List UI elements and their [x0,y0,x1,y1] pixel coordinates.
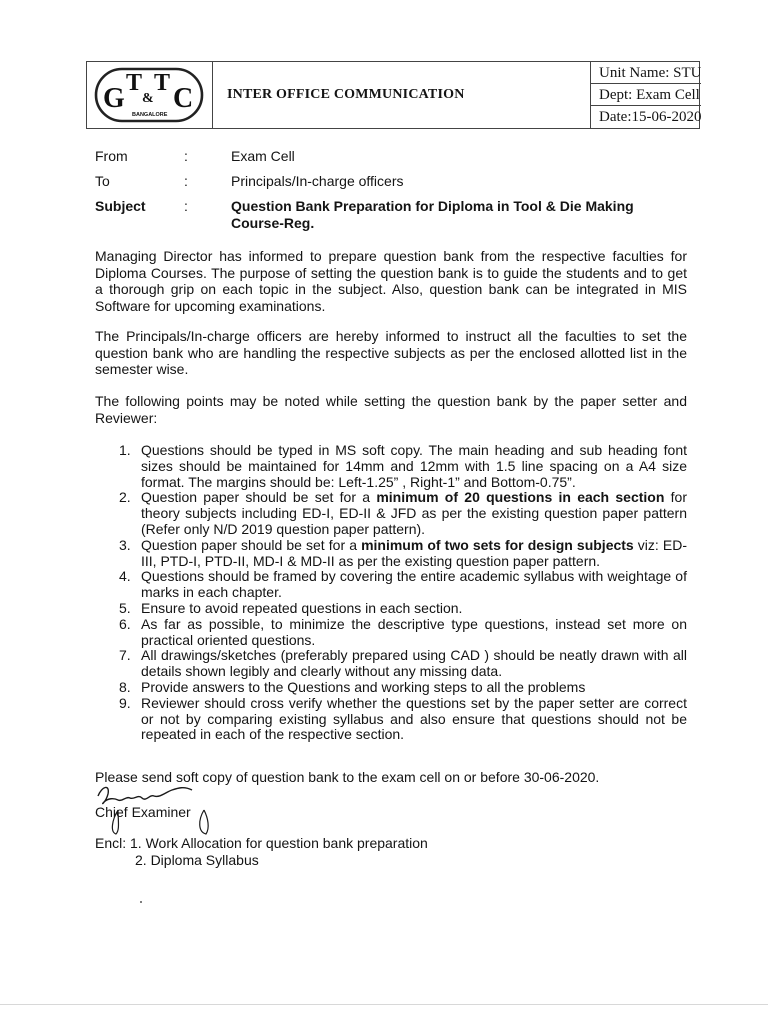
list-item: 9. Reviewer should cross verify whether the questions set by the paper setter are correct or not by comparing existing syllabus and also ensure that questions should not be repeated in each of the respective section. [119,694,687,743]
subject-value: Question Bank Preparation for Diploma in Tool & Die Making Course-Reg. [231,198,634,231]
list-item: 2. Question paper should be set for a minimum of 20 questions in each section for theory subjects including ED-I, ED-II & JFD as per the existing question paper pattern (Refer only N/D 2019 question paper pattern). [119,489,687,537]
logo-cell [87,62,213,128]
memo-header [86,61,700,129]
instruction-paragraph: The Principals/In-charge officers are hereby informed to instruct all the faculties to set the question bank who are handling the respective subjects as per the enclosed allotted list in the semester wise. [95,328,687,377]
logo-letter-t2: T [154,70,171,96]
points-list [119,443,687,743]
unit-name: Unit Name: STU [591,62,701,84]
memo-title: INTER OFFICE COMMUNICATION [227,87,465,102]
memo-date: Date:15-06-2020 [599,109,701,125]
to-colon: : [184,173,188,189]
list-item: 5. Ensure to avoid repeated questions in each section. [119,599,463,616]
signer-title: Chief Examiner [95,804,191,820]
points-intro-paragraph: The following points may be noted while setting the question bank by the paper setter and Reviewer: [95,393,687,426]
logo-letter-c: C [173,83,194,114]
list-item: 4. Questions should be framed by covering the entire academic syllabus with weightage of marks in each chapter. [119,568,687,601]
list-item: 3. Question paper should be set for a minimum of two sets for design subjects viz: ED-III, PTD-I, PTD-II, MD-I & MD-II as per the existing question paper pattern. [119,536,687,569]
logo-letter-g: G [103,83,125,114]
intro-paragraph: Managing Director has informed to prepare question bank from the respective faculties for Diploma Courses. The purpose of setting the question bank is to guide the students and to get a thorough grip on each topic in the subject. Also, question bank can be integrated in MIS Software for upcoming examinations. [95,248,687,314]
to-value: Principals/In-charge officers [231,173,404,189]
closing-line: Please send soft copy of question bank to the exam cell on or before 30-06-2020. [95,769,600,785]
to-label: To [95,173,110,189]
logo-ampersand: & [142,91,154,106]
from-value: Exam Cell [231,148,295,164]
from-label: From [95,148,128,164]
page-edge-line [0,1004,768,1005]
stray-mark [140,901,142,903]
logo-city: BANGALORE [132,112,168,118]
logo-letter-t1: T [126,70,143,96]
list-item: 6. As far as possible, to minimize the descriptive type questions, instead set more on practical oriented questions. [119,615,687,648]
list-item: 8. Provide answers to the Questions and working steps to all the problems [119,678,586,695]
list-item: 7. All drawings/sketches (preferably prepared using CAD ) should be neatly drawn with all details shown legibly and clearly without any missing data. [119,647,687,680]
gttc-logo [93,66,205,124]
title-cell [213,62,590,128]
unit-info [590,62,701,128]
list-item: 1. Questions should be typed in MS soft copy. The main heading and sub heading font sizes should be maintained for 14mm and 12mm with 1.5 line spacing on a A4 size format. The margins should be: Left-1.25” , Right-1” and Bottom-0.75”. [119,442,687,490]
subject-label: Subject [95,198,146,214]
enclosures [95,835,428,869]
from-colon: : [184,148,188,164]
enclosure-2: 2. Diploma Syllabus [135,852,259,868]
department: Dept: Exam Cell [591,84,701,106]
enclosure-1: Encl: 1. Work Allocation for question bank preparation [95,835,428,851]
subject-colon: : [184,198,188,214]
